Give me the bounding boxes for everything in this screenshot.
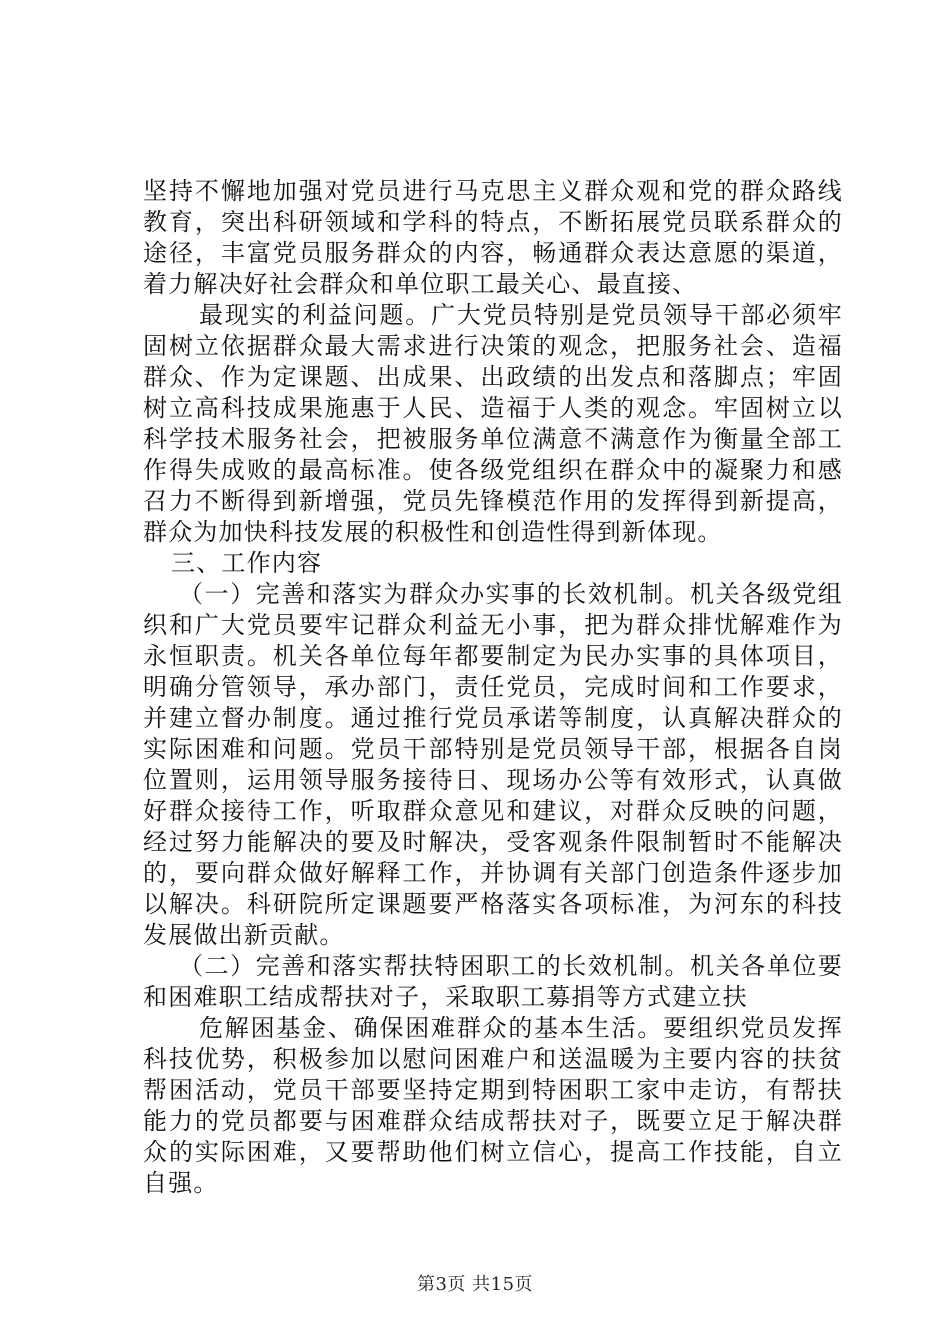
paragraph-3: （一）完善和落实为群众办实事的长效机制。机关各级党组织和广大党员要牢记群众利益无小事，把为群众排忧解难作为永恒职责。机关各单位每年都要制定为民办实事的具体项目，明确分管领导，承办部门，责任党员，完成时间和工作要求，并建立督办制度。通过推行党员承诺等制度，认真解决群众的实际困难和问题。党员干部特别是党员领导干部，根据各自岗位置则，运用领导服务接待日、现场办公等有效形式，认真做好群众接待工作，听取群众意见和建议，对群众反映的问题，经过努力能解决的要及时解决，受客观条件限制暂时不能解决的，要向群众做好解释工作，并协调有关部门创造条件逐步加以解决。科研院所定课题要严格落实各项标准，为河东的科技发展做出新贡献。 <box>143 580 843 949</box>
paragraph-4: （二）完善和落实帮扶特困职工的长效机制。机关各单位要和困难职工结成帮扶对子，采取职工募捐等方式建立扶 <box>143 952 843 1011</box>
paragraph-2: 最现实的利益问题。广大党员特别是党员领导干部必须牢固树立依据群众最大需求进行决策的观念，把服务社会、造福群众、作为定课题、出成果、出政绩的出发点和落脚点；牢固树立高科技成果施惠于人民、造福于人类的观念。牢固树立以科学技术服务社会，把被服务单位满意不满意作为衡量全部工作得失成败的最高标准。使各级党组织在群众中的凝聚力和感召力不断得到新增强，党员先锋模范作用的发挥得到新提高，群众为加快科技发展的积极性和创造性得到新体现。 <box>143 301 843 546</box>
paragraph-1: 坚持不懈地加强对党员进行马克思主义群众观和党的群众路线教育，突出科研领域和学科的特点，不断拓展党员联系群众的途径，丰富党员服务群众的内容，畅通群众表达意愿的渠道，着力解决好社会群众和单位职工最关心、最直接、 <box>143 177 843 298</box>
document-body <box>143 176 843 1199</box>
section-heading: 三、工作内容 <box>171 549 323 577</box>
paragraph-5: 危解困基金、确保困难群众的基本生活。要组织党员发挥科技优势，积极参加以慰问困难户和送温暖为主要内容的扶贫帮困活动，党员干部要坚持定期到特困职工家中走访，有帮扶能力的党员都要与困难群众结成帮扶对子，既要立足于解决群众的实际困难，又要帮助他们树立信心，提高工作技能，自立自强。 <box>143 1014 843 1197</box>
page-number-footer: 第3页 共15页 <box>416 1274 534 1295</box>
